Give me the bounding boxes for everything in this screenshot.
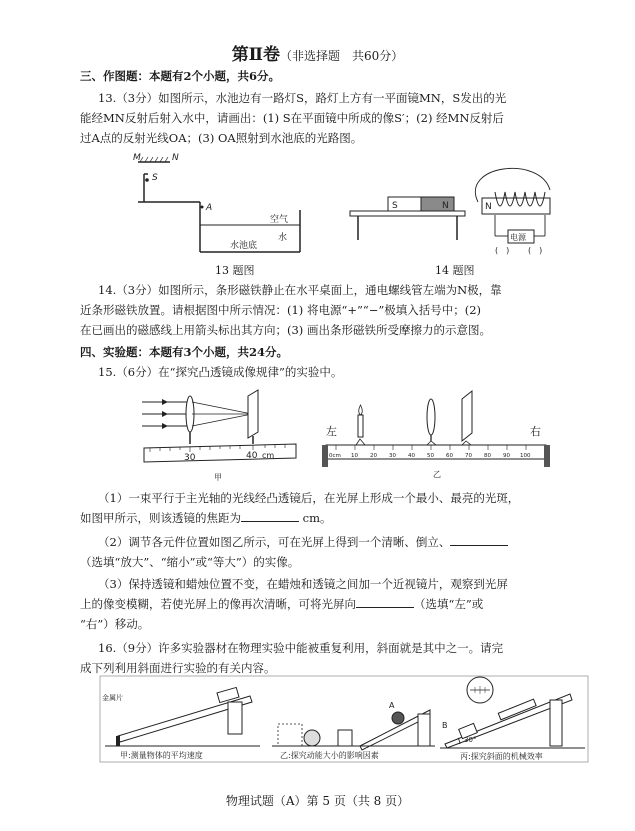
tick-20: 20 [370,453,377,459]
ball-a [392,712,404,724]
q15-p3c: “右”）移动。 [80,617,150,631]
fig-label-yi: 乙 [433,470,441,479]
figure-16 [100,676,590,766]
q14-line1: 14.（3分）如图所示，条形磁铁静止在水平桌面上，通电螺线管左端为N极，靠 [98,283,502,297]
panel-bing [440,677,585,761]
label-left: 左 [326,425,337,438]
block-yi [338,730,352,746]
tick-80: 80 [484,453,491,459]
label-right: 右 [530,425,541,438]
answer-blank-1[interactable] [241,509,299,522]
section-title: 第Ⅱ卷（非选择题 共60分） [231,45,404,65]
tick-90: 90 [503,453,510,459]
q13-line2: 能经MN反射后射入水中，请画出：(1) S在平面镜中所成的像S′；(2) 经MN反射后 [80,111,504,125]
magnet-s-label: S [392,201,398,211]
tick-60: 60 [446,453,453,459]
caption-13: 13 题图 [215,264,255,277]
caption-yi: 乙:探究动能大小的影响因素 [280,751,379,760]
angle-label: 30° [464,736,477,744]
tick-40: 40 [246,451,258,461]
figure-15-b [318,385,553,480]
power-label: 电源 [510,233,526,242]
q15-p1b: 如图甲所示，则该透镜的焦距为 cm。 [80,511,332,525]
q15-p2b: （选填“放大”、“缩小”或“等大”）的实像。 [80,555,300,569]
figure-15-a [140,388,300,480]
tick-10: 10 [351,453,358,459]
magnet-n [421,197,454,211]
panel-yi [272,701,435,760]
field-line [475,168,550,202]
q13-line1: 13.（3分）如图所示，水池边有一路灯S，路灯上方有一平面镜MN，S发出的光 [98,91,507,105]
bracket-left: ( ) [495,246,510,255]
label-b: B [442,721,448,730]
candle [358,415,363,437]
section4-heading: 四、实验题：本题有3个小题，共24分。 [80,345,289,359]
label-n: N [172,153,179,163]
screen-b [462,391,472,441]
optical-bench-b [326,445,546,459]
label-s: S [152,173,158,183]
q16-p1: 16.（9分）许多实验器材在物理实验中能被重复利用，斜面就是其中之一。请完 [98,641,504,655]
bracket-right: ( ) [528,246,543,255]
q14-line2: 近条形磁铁放置。请根据图中所示情况：(1) 将电源“+”“−”极填入括号中；(2) [80,303,482,317]
page-footer: 物理试题（A）第 5 页（共 8 页） [225,794,410,808]
tick-30b: 30 [389,453,396,459]
ball-yi [304,730,320,746]
tick-unit: cm [262,451,275,460]
panel-jia [102,687,260,760]
light-screen [248,390,258,438]
q15-p1a: （1）一束平行于主光轴的光线经凸透镜后，在光屏上形成一个最小、最亮的光斑， [98,491,520,505]
caption-bing: 丙:探究斜面的机械效率 [460,752,543,761]
q15-p3a: （3）保持透镜和蜡烛位置不变，在蜡烛和透镜之间加一个近视镜片，观察到光屏 [98,577,508,591]
point-a [201,206,204,209]
label-air: 空气 [270,215,289,225]
metal-label: 金属片 [102,694,123,702]
label-a: A [206,203,213,213]
label-a-16: A [389,701,395,710]
q13-line3: 过A点的反射光线OA；(3) OA照射到水池底的光路图。 [80,131,363,145]
figure-13 [130,150,330,260]
answer-blank-3[interactable] [356,595,414,608]
table [350,211,465,216]
caption-jia: 甲:测量物体的平均速度 [120,751,203,760]
q15-p3b: 上的像变模糊，若使光屏上的像再次清晰，可将光屏向 （选填“左”或 [80,597,484,611]
label-water: 水 [278,233,288,243]
caption-14: 14 题图 [435,264,475,277]
label-m: M [133,153,141,163]
q15-p2a: （2）调节各元件位置如图乙所示，可在光屏上得到一个清晰、倒立、 [98,532,606,552]
magnet-n-label: N [442,201,449,211]
figure-14 [350,160,555,255]
answer-blank-2[interactable] [450,533,508,546]
tick-70: 70 [465,453,472,459]
q16-p2: 成下列利用斜面进行实验的有关内容。 [80,661,276,675]
section3-heading: 三、作图题：本题有2个小题，共6分。 [80,69,281,83]
lamp-s [145,178,149,182]
tick-30: 30 [184,453,196,463]
label-pool-bottom: 水池底 [230,241,258,251]
tick-zero: 0cm [329,453,341,459]
lens-b [427,399,435,435]
q15-intro: 15.（6分）在“探究凸透镜成像规律”的实验中。 [98,365,343,379]
tick-50: 50 [427,453,434,459]
q14-line3: 在已画出的磁感线上用箭头标出其方向；(3) 画出条形磁铁所受摩擦力的示意图。 [80,323,491,337]
candle-flame [359,405,363,415]
solenoid-n-label: N [485,202,492,212]
section-subtitle: （非选择题 共60分） [280,49,404,63]
tick-100: 100 [520,453,531,459]
fig-label-jia: 甲 [214,473,222,482]
tick-40b: 40 [408,453,415,459]
